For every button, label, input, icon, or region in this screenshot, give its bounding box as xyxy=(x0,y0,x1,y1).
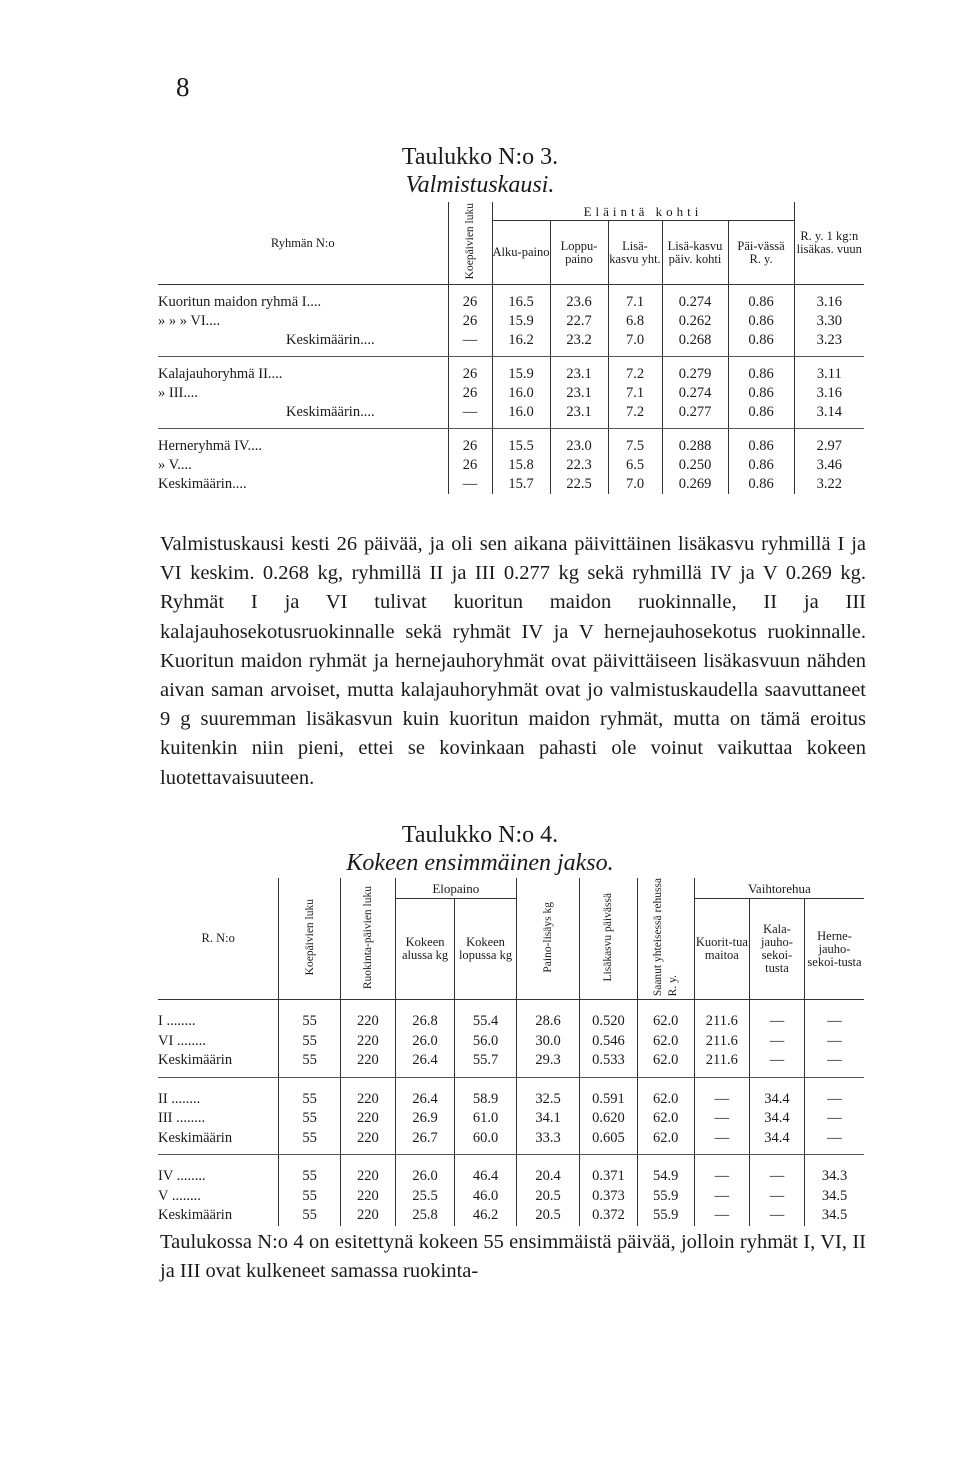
t4-cell: 28.6 xyxy=(516,1000,580,1032)
t3-row xyxy=(158,312,864,331)
t3-cell: 16.5 xyxy=(492,285,550,313)
t3-row xyxy=(158,475,864,494)
t4-cell: 62.0 xyxy=(637,1051,694,1077)
t4-head-end: Kokeen lopussa kg xyxy=(455,899,516,1000)
t3-cell: 3.22 xyxy=(794,475,864,494)
t4-cell: 29.3 xyxy=(516,1051,580,1077)
t3-cell: 2.97 xyxy=(794,429,864,457)
t4-row xyxy=(158,1155,864,1187)
t4-cell: 55 xyxy=(279,1155,340,1187)
t4-cell: 62.0 xyxy=(637,1129,694,1155)
t4-cell: — xyxy=(694,1155,749,1187)
t4-cell: 220 xyxy=(340,1206,395,1226)
t4-cell: 55.4 xyxy=(455,1000,516,1032)
t4-cell: 26.9 xyxy=(395,1109,454,1129)
paragraph-1: Valmistuskausi kesti 26 päivää, ja oli sen aikana päivittäinen lisäkasvu ryhmillä I ja VI keskim. 0.268 kg, ryhmillä II ja III 0.277 kg sekä ryhmillä IV ja V 0.269 kg. Ryhmät I ja VI tulivat kuoritun maidon ruokinnalle, II ja III kalajauhosekotusruokinnalle sekä ryhmät IV ja V hernejauhosekotus ruokinnalle. Kuoritun maidon ryhmät ja hernejauhoryhmät ovat päivittäiseen lisäkasvuun nähden aivan saman arvoiset, mutta kalajauhoryhmät ovat jo valmistuskaudella saavuttaneet 9 g suuremman lisäkasvun kuin kuoritun maidon ryhmät, mutta on tämä eroitus kuitenkin niin pieni, ettei se kovinkaan pahasti ole voinut vaikuttaa kokeen luotettavaisuuteen. xyxy=(160,533,866,789)
t4-cell: 34.1 xyxy=(516,1109,580,1129)
t4-head-group: R. N:o xyxy=(158,878,279,1000)
t4-cell: 220 xyxy=(340,1077,395,1109)
t3-cell: 7.0 xyxy=(608,331,662,357)
t4-cell: 58.9 xyxy=(455,1077,516,1109)
t4-cell: 0.533 xyxy=(580,1051,637,1077)
table4 xyxy=(158,878,864,1226)
t4-cell: — xyxy=(694,1206,749,1226)
t4-cell: 26.8 xyxy=(395,1000,454,1032)
paragraph-2: Taulukossa N:o 4 on esitettynä kokeen 55 ensimmäistä päivää, jolloin ryhmät I, VI, II ja III ovat kulkeneet samassa ruokinta- xyxy=(160,1231,866,1283)
t4-cell: 34.4 xyxy=(749,1109,804,1129)
t3-row xyxy=(158,285,864,313)
t4-row-label: Keskimäärin xyxy=(158,1129,279,1155)
t3-cell: 0.86 xyxy=(728,475,794,494)
t4-cell: — xyxy=(749,1051,804,1077)
table3 xyxy=(158,202,864,494)
t3-head-ry-per-kg: R. y. 1 kg:n lisäkas. vuun xyxy=(794,202,864,285)
t3-cell: 22.3 xyxy=(550,456,608,475)
t3-cell: 7.0 xyxy=(608,475,662,494)
t4-cell: 46.2 xyxy=(455,1206,516,1226)
t4-cell: — xyxy=(749,1206,804,1226)
t4-row-label: Keskimäärin xyxy=(158,1207,233,1224)
t3-cell: 15.8 xyxy=(492,456,550,475)
t3-row-label: Keskimäärin.... xyxy=(158,331,448,357)
t4-cell: 62.0 xyxy=(637,1109,694,1129)
t4-cell: 55 xyxy=(279,1051,340,1077)
t4-cell: 0.591 xyxy=(580,1077,637,1109)
t4-cell: 34.4 xyxy=(749,1077,804,1109)
t3-cell: 0.250 xyxy=(662,456,728,475)
t3-cell: 15.9 xyxy=(492,312,550,331)
t4-head-milk: Kuorit-tua maitoa xyxy=(694,899,749,1000)
t3-cell: 6.8 xyxy=(608,312,662,331)
t4-cell: 26.4 xyxy=(395,1077,454,1109)
t4-cell: — xyxy=(749,1032,804,1052)
t3-cell: 26 xyxy=(448,357,492,385)
t3-row-label: Kalajauhoryhmä II.... xyxy=(158,366,283,382)
t3-row-label: » III.... xyxy=(158,385,198,401)
t3-cell: 16.0 xyxy=(492,384,550,403)
t4-cell: 56.0 xyxy=(455,1032,516,1052)
t3-cell: 3.16 xyxy=(794,384,864,403)
t3-cell: 26 xyxy=(448,285,492,313)
t4-cell: 220 xyxy=(340,1129,395,1155)
t4-cell: 55 xyxy=(279,1129,340,1155)
t3-cell: 0.262 xyxy=(662,312,728,331)
t4-cell: 20.4 xyxy=(516,1155,580,1187)
t4-cell: 60.0 xyxy=(455,1129,516,1155)
t4-cell: 211.6 xyxy=(694,1000,749,1032)
t4-cell: 46.0 xyxy=(455,1187,516,1207)
t4-cell: 26.4 xyxy=(395,1051,454,1077)
t4-cell: 26.0 xyxy=(395,1032,454,1052)
t3-cell: 3.11 xyxy=(794,357,864,385)
t4-cell: 55 xyxy=(279,1109,340,1129)
t3-cell: 15.7 xyxy=(492,475,550,494)
t3-cell: 7.1 xyxy=(608,384,662,403)
t4-cell: 55 xyxy=(279,1206,340,1226)
t3-cell: 0.274 xyxy=(662,285,728,313)
t4-cell: 0.371 xyxy=(580,1155,637,1187)
t4-cell: 55 xyxy=(279,1187,340,1207)
t3-cell: 0.274 xyxy=(662,384,728,403)
t4-cell: — xyxy=(694,1077,749,1109)
t4-row xyxy=(158,1187,864,1207)
t4-head-variable-feed: Vaihtorehua xyxy=(694,878,864,899)
t4-cell: 55 xyxy=(279,1077,340,1109)
t3-head-per-animal: Eläintä kohti xyxy=(492,202,794,221)
t4-cell: 34.4 xyxy=(749,1129,804,1155)
t4-cell: 34.3 xyxy=(805,1155,864,1187)
table4-caption: Taulukko N:o 4. xyxy=(401,822,559,848)
t3-cell: 0.268 xyxy=(662,331,728,357)
t3-cell: 26 xyxy=(448,456,492,475)
t4-cell: 220 xyxy=(340,1032,395,1052)
t3-head-feed-day: Päi-vässä R. y. xyxy=(728,221,794,285)
t3-cell: 16.2 xyxy=(492,331,550,357)
t3-cell: 23.1 xyxy=(550,403,608,429)
t4-row-label: II ........ xyxy=(158,1090,201,1107)
t3-cell: 3.16 xyxy=(794,285,864,313)
t4-cell: 54.9 xyxy=(637,1155,694,1187)
t3-cell: 22.5 xyxy=(550,475,608,494)
t3-cell: 23.1 xyxy=(550,384,608,403)
t3-cell: 22.7 xyxy=(550,312,608,331)
t4-cell: 0.620 xyxy=(580,1109,637,1129)
t3-cell: 6.5 xyxy=(608,456,662,475)
t4-cell: 32.5 xyxy=(516,1077,580,1109)
t4-cell: 30.0 xyxy=(516,1032,580,1052)
t4-cell: 0.605 xyxy=(580,1129,637,1155)
t3-row xyxy=(158,357,864,385)
t3-row xyxy=(158,331,864,357)
t3-row xyxy=(158,456,864,475)
t4-cell: 25.8 xyxy=(395,1206,454,1226)
t4-cell: 55.9 xyxy=(637,1206,694,1226)
t4-cell: — xyxy=(805,1051,864,1077)
t4-head-weight-gain: Paino-lisäys kg xyxy=(516,878,580,1000)
t4-head-pea: Herne-jauho-sekoi-tusta xyxy=(805,899,864,1000)
t4-cell: 220 xyxy=(340,1000,395,1032)
t4-cell: — xyxy=(694,1129,749,1155)
t4-cell: 55.9 xyxy=(637,1187,694,1207)
t3-cell: 15.5 xyxy=(492,429,550,457)
t4-head-start: Kokeen alussa kg xyxy=(395,899,454,1000)
t4-cell: 220 xyxy=(340,1051,395,1077)
t3-head-end: Loppu-paino xyxy=(550,221,608,285)
t3-cell: 23.2 xyxy=(550,331,608,357)
t3-row xyxy=(158,403,864,429)
t4-cell: 0.546 xyxy=(580,1032,637,1052)
t4-row-label: V ........ xyxy=(158,1187,201,1204)
t4-cell: 0.520 xyxy=(580,1000,637,1032)
t3-head-days: Koepäivien luku xyxy=(448,202,492,285)
t4-row xyxy=(158,1000,864,1032)
t4-row-label: Keskimäärin xyxy=(158,1051,279,1077)
t4-cell: 0.372 xyxy=(580,1206,637,1226)
t4-cell: 55 xyxy=(279,1000,340,1032)
t3-cell: 7.2 xyxy=(608,403,662,429)
t4-head-live-weight: Elopaino xyxy=(395,878,516,899)
t3-cell: 23.1 xyxy=(550,357,608,385)
t3-row xyxy=(158,429,864,457)
t3-cell: 0.279 xyxy=(662,357,728,385)
t3-head-gain-daily: Lisä-kasvu päiv. kohti xyxy=(662,221,728,285)
t4-head-total-feed: Saanut yhteisessä rehussa R. y. xyxy=(637,878,694,1000)
t3-row-label: Kuoritun maidon ryhmä I.... xyxy=(158,294,322,310)
t3-row-label: » V.... xyxy=(158,457,192,473)
t4-cell: 220 xyxy=(340,1187,395,1207)
t4-cell: 33.3 xyxy=(516,1129,580,1155)
t3-cell: 3.30 xyxy=(794,312,864,331)
t4-cell: 20.5 xyxy=(516,1206,580,1226)
t4-cell: 211.6 xyxy=(694,1051,749,1077)
t4-cell: 61.0 xyxy=(455,1109,516,1129)
t4-cell: — xyxy=(749,1000,804,1032)
table3-subcaption: Valmistuskausi. xyxy=(405,172,555,198)
t4-row-label: I ........ xyxy=(158,1013,196,1030)
t4-cell: 26.7 xyxy=(395,1129,454,1155)
t4-cell: — xyxy=(694,1109,749,1129)
t4-cell: — xyxy=(694,1187,749,1207)
t4-row xyxy=(158,1032,864,1052)
t3-cell: 0.86 xyxy=(728,285,794,313)
t3-head-gain-total: Lisä-kasvu yht. xyxy=(608,221,662,285)
t3-row xyxy=(158,384,864,403)
t4-cell: 55.7 xyxy=(455,1051,516,1077)
t4-cell: 62.0 xyxy=(637,1032,694,1052)
t4-row-label: VI ........ xyxy=(158,1032,206,1049)
t3-cell: 26 xyxy=(448,312,492,331)
t3-cell: 3.14 xyxy=(794,403,864,429)
t3-cell: 0.86 xyxy=(728,384,794,403)
t3-cell: 7.2 xyxy=(608,357,662,385)
t3-cell: 23.6 xyxy=(550,285,608,313)
table4-subcaption: Kokeen ensimmäinen jakso. xyxy=(346,850,614,876)
t4-cell: 0.373 xyxy=(580,1187,637,1207)
t3-cell: 0.86 xyxy=(728,456,794,475)
t4-cell: — xyxy=(749,1155,804,1187)
t3-head-group: Ryhmän N:o xyxy=(158,202,448,285)
t4-cell: — xyxy=(749,1187,804,1207)
t3-cell: 26 xyxy=(448,429,492,457)
t4-cell: 62.0 xyxy=(637,1077,694,1109)
t4-row xyxy=(158,1129,864,1155)
t3-cell: 7.1 xyxy=(608,285,662,313)
t4-row xyxy=(158,1109,864,1129)
t3-cell: 26 xyxy=(448,384,492,403)
t3-cell: 0.86 xyxy=(728,429,794,457)
t4-head-fish: Kala-jauho-sekoi-tusta xyxy=(749,899,804,1000)
t4-cell: 25.5 xyxy=(395,1187,454,1207)
t4-cell: 211.6 xyxy=(694,1032,749,1052)
t4-cell: — xyxy=(805,1032,864,1052)
t4-cell: — xyxy=(805,1077,864,1109)
t3-row-label: » » » VI.... xyxy=(158,313,221,329)
t4-cell: 34.5 xyxy=(805,1206,864,1226)
t3-cell: 0.86 xyxy=(728,312,794,331)
page-number: 8 xyxy=(176,72,190,102)
t3-cell: — xyxy=(448,331,492,357)
t3-row-label: Keskimäärin.... xyxy=(158,403,448,429)
t4-cell: 55 xyxy=(279,1032,340,1052)
t4-head-days: Koepäivien luku xyxy=(279,878,340,1000)
t4-head-feed-days: Ruokinta-päivien luku xyxy=(340,878,395,1000)
t4-cell: 26.0 xyxy=(395,1155,454,1187)
t3-cell: 0.277 xyxy=(662,403,728,429)
t3-cell: 15.9 xyxy=(492,357,550,385)
t3-cell: 0.86 xyxy=(728,357,794,385)
t4-row-label: IV ........ xyxy=(158,1168,206,1185)
t3-cell: 0.86 xyxy=(728,331,794,357)
t3-cell: 3.23 xyxy=(794,331,864,357)
t4-cell: — xyxy=(805,1000,864,1032)
t3-cell: 0.269 xyxy=(662,475,728,494)
t3-cell: — xyxy=(448,475,492,494)
t3-head-start: Alku-paino xyxy=(492,221,550,285)
t3-cell: 23.0 xyxy=(550,429,608,457)
t3-cell: 0.86 xyxy=(728,403,794,429)
t4-cell: 220 xyxy=(340,1155,395,1187)
t4-cell: 220 xyxy=(340,1109,395,1129)
t4-row xyxy=(158,1206,864,1226)
t4-row xyxy=(158,1051,864,1077)
t4-cell: — xyxy=(805,1129,864,1155)
t4-cell: 34.5 xyxy=(805,1187,864,1207)
t3-cell: 3.46 xyxy=(794,456,864,475)
t4-cell: — xyxy=(805,1109,864,1129)
t4-cell: 46.4 xyxy=(455,1155,516,1187)
t4-cell: 20.5 xyxy=(516,1187,580,1207)
t4-row-label: III ........ xyxy=(158,1110,206,1127)
t3-cell: — xyxy=(448,403,492,429)
table3-caption: Taulukko N:o 3. xyxy=(401,144,559,170)
t3-cell: 16.0 xyxy=(492,403,550,429)
t3-row-label: Keskimäärin.... xyxy=(158,476,247,492)
t4-cell: 62.0 xyxy=(637,1000,694,1032)
t4-head-daily-gain: Lisäkasvu päivässä xyxy=(580,878,637,1000)
t3-cell: 7.5 xyxy=(608,429,662,457)
t3-row-label: Herneryhmä IV.... xyxy=(158,438,263,454)
t3-cell: 0.288 xyxy=(662,429,728,457)
t4-row xyxy=(158,1077,864,1109)
